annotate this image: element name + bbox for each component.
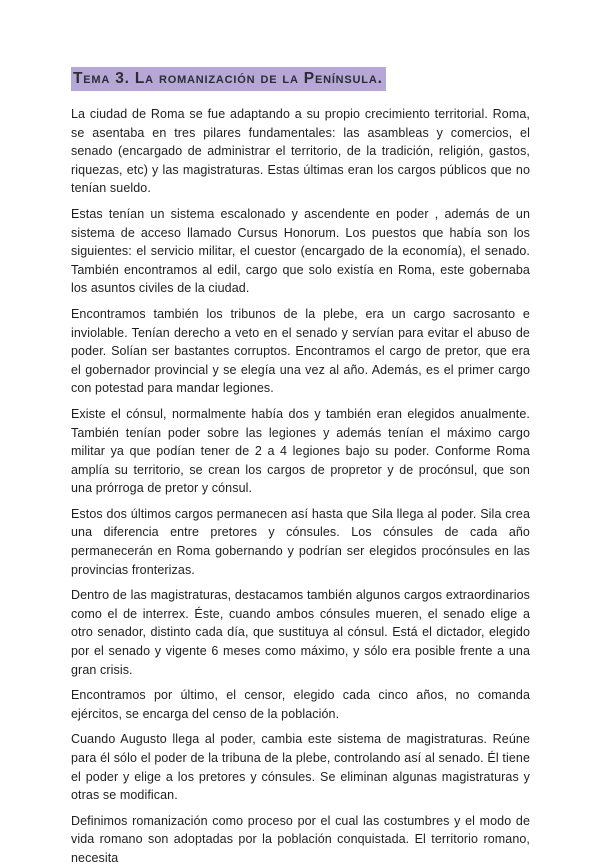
paragraph-censor: Encontramos por último, el censor, elegido cada cinco años, no comanda ejércitos, se encarga del censo de la población.	[71, 688, 530, 721]
paragraph-consul-legiones: Existe el cónsul, normalmente había dos y también eran elegidos anualmente. También tenían poder sobre las legiones y además tenían el máximo cargo militar ya que podían tener de 2 a 4 legiones bajo su poder. Conforme Roma amplía su territorio, se crean los cargos de propretor y de procónsul, que son una prórroga de pretor y cónsul.	[71, 406, 530, 496]
paragraph-tribunos-pretor: Encontramos también los tribunos de la plebe, era un cargo sacrosanto e inviolable. Tenían derecho a veto en el senado y servían para evitar el abuso de poder. Solían ser bastantes corruptos. Encontramos el cargo de pretor, que era el gobernador provincial y se elegía una vez al año. Además, es el primer cargo con potestad para mandar legiones.	[71, 306, 530, 396]
paragraph-definicion-romanizacion: Definimos romanización como proceso por el cual las costumbres y el modo de vida romano son adoptadas por la población conquistada. El territorio romano, necesita	[71, 813, 530, 865]
title-highlight: Tema 3. La romanización de la Península.	[71, 67, 386, 91]
page-title	[71, 67, 386, 91]
document-body	[71, 105, 530, 868]
paragraph-interrex-dictador: Dentro de las magistraturas, destacamos también algunos cargos extraordinarios como el de interrex. Éste, cuando ambos cónsules mueren, el senado elige a otro senador, distinto cada día, que sustituya al cónsul. Está el dictador, elegido por el senado y vigente 6 meses como máximo, y sólo era posible frente a una gran crisis.	[71, 588, 530, 677]
paragraph-cursus-honorum: Estas tenían un sistema escalonado y ascendente en poder , además de un sistema de acceso llamado Cursus Honorum. Los puestos que había son los siguientes: el servicio militar, el cuestor (encargado de la economía), el senado. También encontramos al edil, cargo que solo existía en Roma, este gobernaba los asuntos civiles de la ciudad.	[71, 206, 530, 296]
paragraph-roma-pilares: La ciudad de Roma se fue adaptando a su propio crecimiento territorial. Roma, se asentaba en tres pilares fundamentales: las asambleas y comercios, el senado (encargado de administrar el territorio, de la tradición, religión, gastos, riquezas, etc) y las magistraturas. Estas últimas eran los cargos públicos que no tenían sueldo.	[71, 107, 530, 196]
paragraph-augusto: Cuando Augusto llega al poder, cambia este sistema de magistraturas. Reúne para él sólo el poder de la tribuna de la plebe, controlando así al senado. Él tiene el poder y elige a los pretores y cónsules. Se eliminan algunas magistraturas y otras se modifican.	[71, 732, 530, 803]
paragraph-sila: Estos dos últimos cargos permanecen así hasta que Sila llega al poder. Sila crea una diferencia entre pretores y cónsules. Los cónsules de cada año permanecerán en Roma gobernando y podrían ser elegidos procónsules en las provincias fronterizas.	[71, 506, 530, 577]
